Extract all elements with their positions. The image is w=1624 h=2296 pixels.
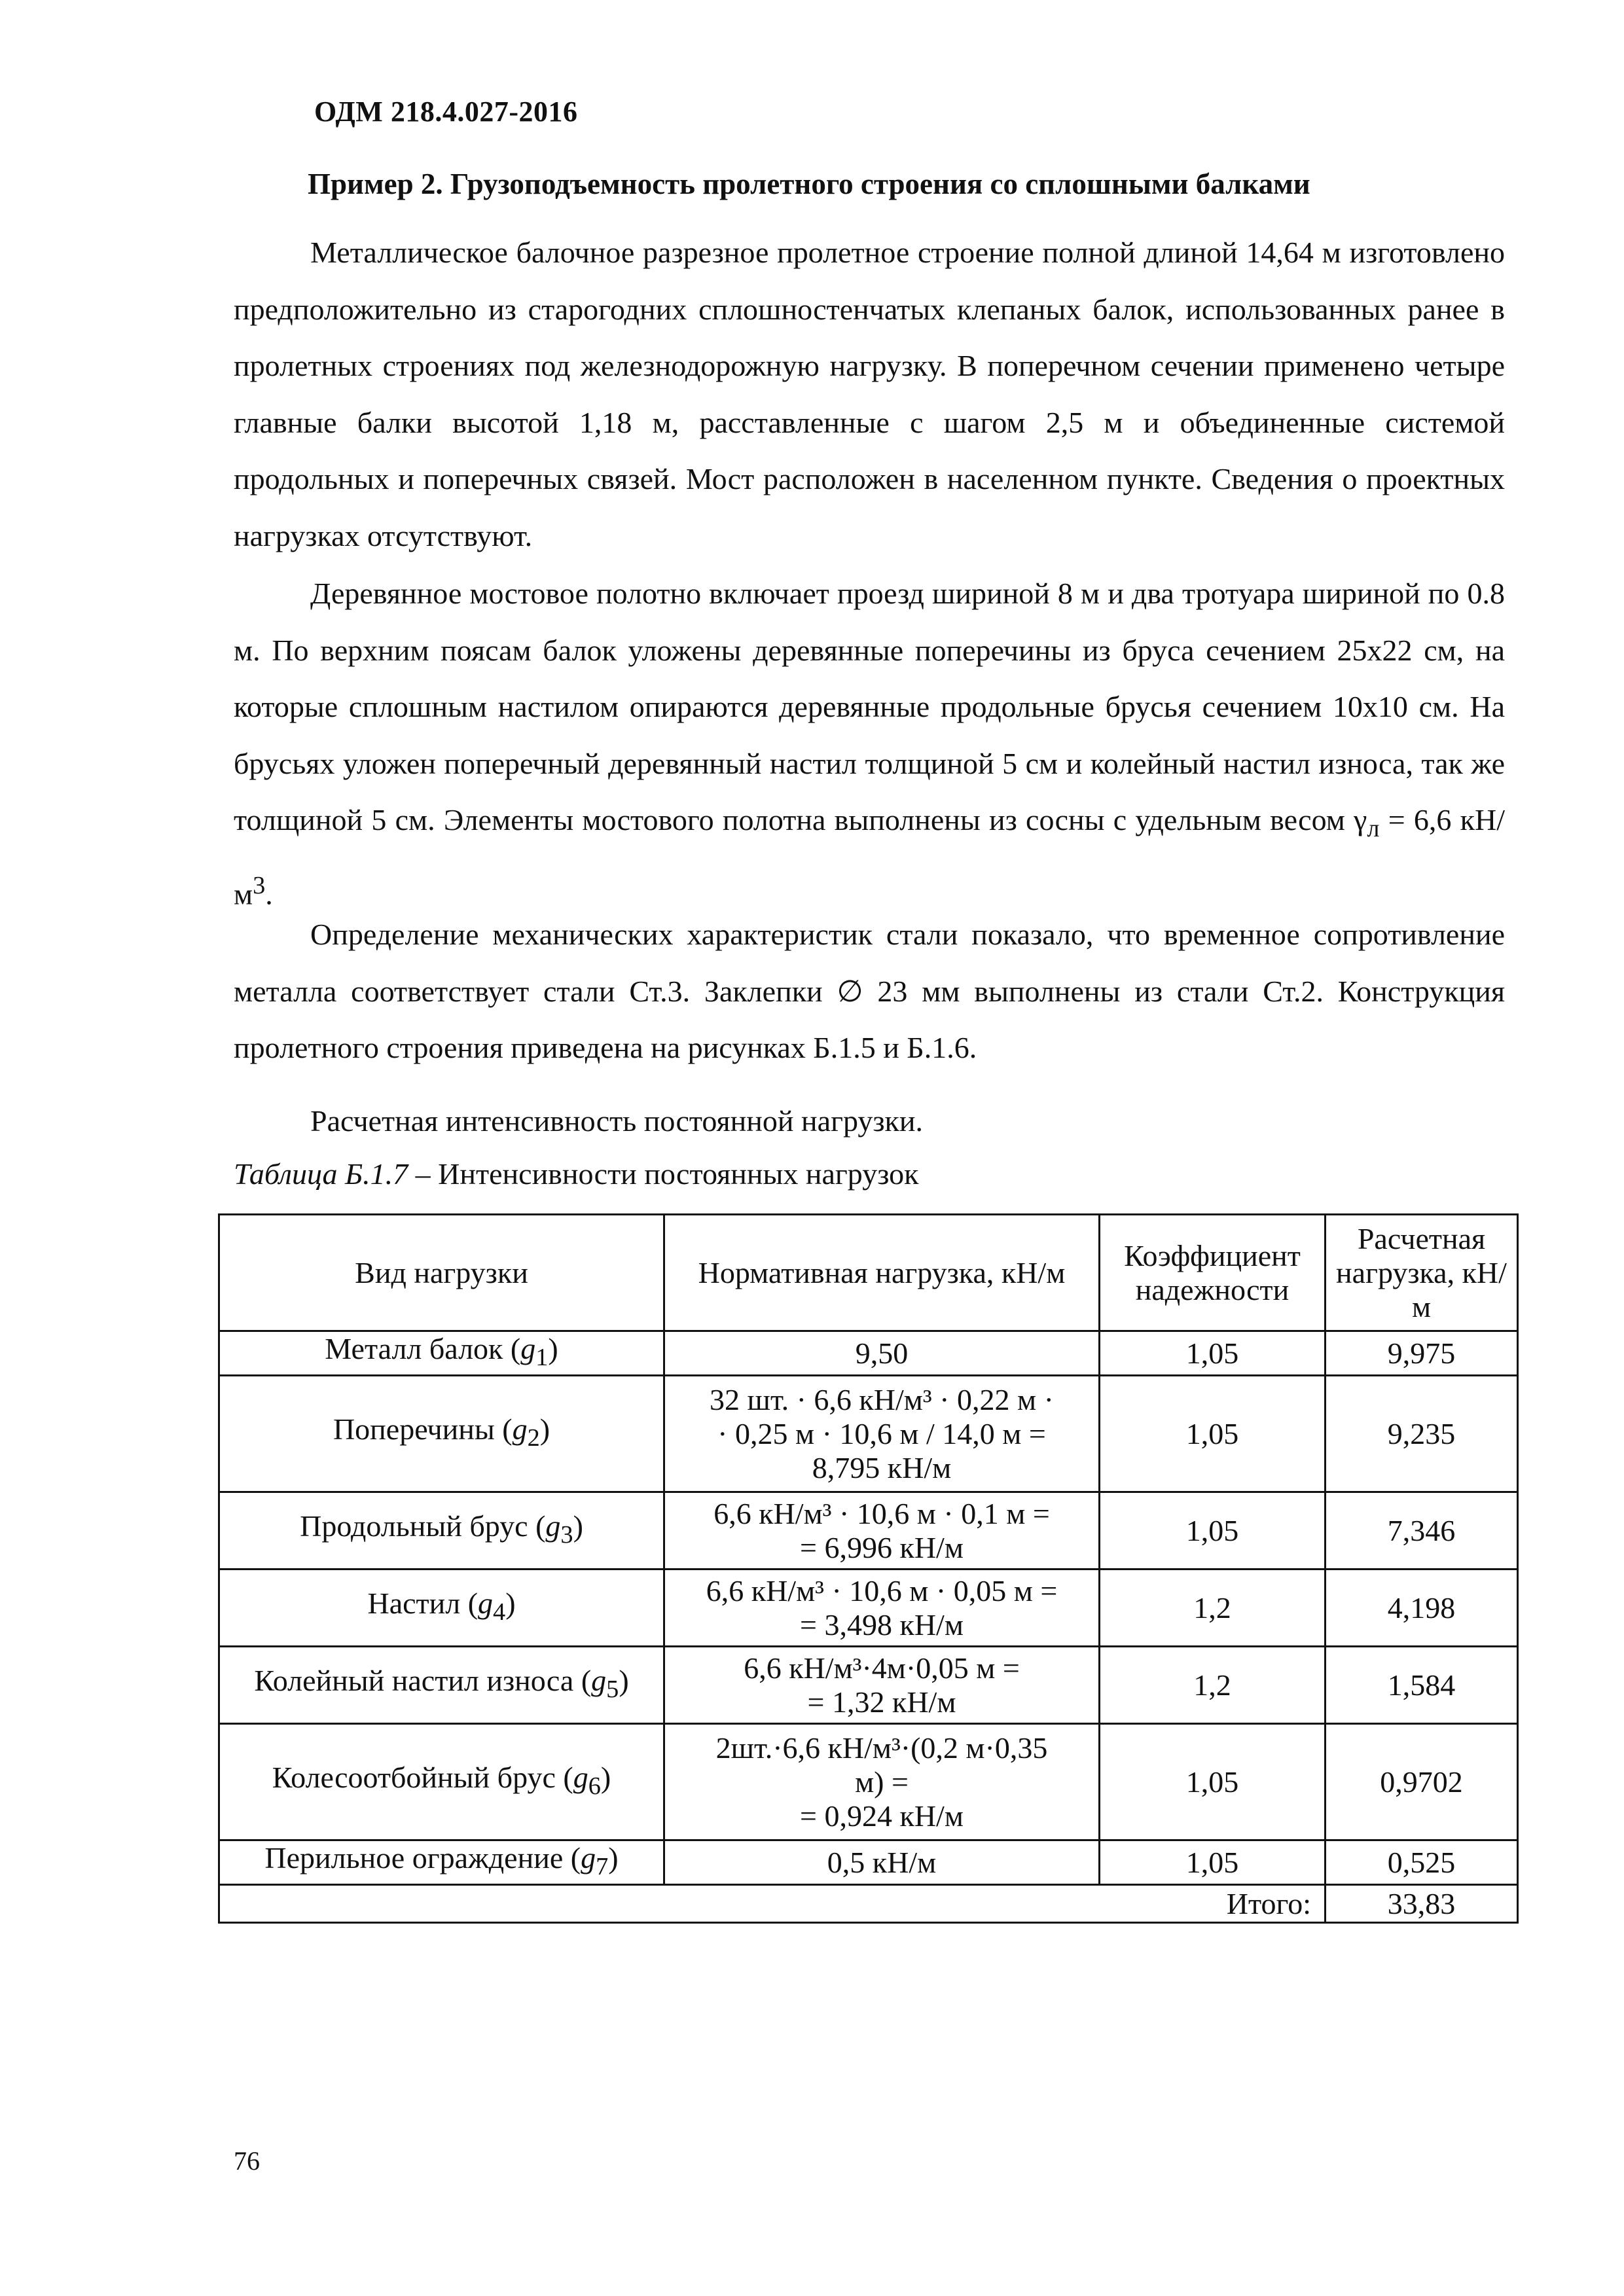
load-type-cell: Колесоотбойный брус $(g_6)$: [219, 1724, 664, 1840]
design-load-cell: 7,346: [1326, 1492, 1518, 1570]
document-code: ОДМ 218.4.027-2016: [314, 96, 578, 128]
table-row: [219, 1570, 1518, 1647]
paragraph-text: Металлическое балочное разрезное пролетное строение полной длиной 14,64 м изготовлено предположительно из старогодних сплошностенчатых клепаных балок, использованных ранее в пролетных строениях под железнодорожную нагрузку. В поперечном сечении применено четыре главные балки высотой 1,18 м, расставленные с шагом 2,5 м и объединенные системой продольных и поперечных связей. Мост расположен в населенном пункте. Сведения о проектных нагрузках отсутствуют.: [234, 236, 1505, 552]
paragraph-text: Расчетная интенсивность постоянной нагрузки.: [310, 1104, 923, 1138]
normative-load-line: 9,50: [855, 1336, 909, 1370]
normative-load-line: 0,5 кН/м: [827, 1845, 937, 1879]
normative-load-line: = 3,498 кН/м: [800, 1607, 964, 1641]
header-normative-load: Нормативная нагрузка, кН/м: [664, 1215, 1100, 1331]
normative-load-line: = 1,32 кН/м: [807, 1685, 956, 1719]
gamma-symbol: γ: [1354, 803, 1367, 836]
normative-load-line: = 6,996 кН/м: [800, 1530, 964, 1564]
normative-load-cell: [664, 1376, 1100, 1492]
loads-table: [218, 1213, 1519, 1924]
load-type-cell: Колейный настил износа $(g_5)$: [219, 1647, 664, 1724]
normative-load-line: 6,6 кН/м³·4м·0,05 м =: [744, 1651, 1020, 1685]
gamma-subscript: л: [1367, 815, 1380, 843]
header-reliability-coefficient: Коэффициент надежности: [1100, 1215, 1326, 1331]
design-load-cell: 9,235: [1326, 1376, 1518, 1492]
table-caption-text: – Интенсивности постоянных нагрузок: [408, 1157, 919, 1191]
normative-load-line: 32 шт. · 6,6 кН/м³ · 0,22 м ·: [710, 1382, 1054, 1416]
table-row: [219, 1492, 1518, 1570]
load-type-cell: Перильное ограждение $(g_7)$: [219, 1840, 664, 1885]
reliability-coefficient-cell: 1,05: [1100, 1376, 1326, 1492]
total-value: 33,83: [1326, 1885, 1518, 1923]
reliability-coefficient-cell: 1,05: [1100, 1492, 1326, 1570]
table-row: [219, 1724, 1518, 1840]
load-type-cell: Металл балок $(g_1)$: [219, 1331, 664, 1376]
table-row: [219, 1647, 1518, 1724]
table-caption-label: Таблица Б.1.7: [234, 1157, 408, 1191]
table-row: [219, 1840, 1518, 1885]
table-row: [219, 1331, 1518, 1376]
paragraph-text: Определение механических характеристик стали показало, что временное сопротивление металла соответствует стали Ст.3. Заклепки ∅ 23 мм выполнены из стали Ст.2. Конструкция пролетного строения приведена на рисунках Б.1.5 и Б.1.6.: [234, 918, 1505, 1064]
reliability-coefficient-cell: 1,2: [1100, 1647, 1326, 1724]
normative-load-cell: [664, 1647, 1100, 1724]
section-title: Пример 2. Грузоподъемность пролетного строения со сплошными балками: [308, 168, 1310, 200]
load-type-cell: Продольный брус $(g_3)$: [219, 1492, 664, 1570]
load-type-cell: Поперечины $(g_2)$: [219, 1376, 664, 1492]
normative-load-line: 6,6 кН/м³ · 10,6 м · 0,1 м =: [713, 1496, 1050, 1530]
normative-load-cell: [664, 1492, 1100, 1570]
table-caption: [234, 1157, 918, 1191]
paragraph-deck-description: [234, 565, 1505, 923]
reliability-coefficient-cell: 1,05: [1100, 1331, 1326, 1376]
normative-load-line: 2шт.·6,6 кН/м³·(0,2 м·0,35: [715, 1731, 1048, 1765]
design-load-cell: 9,975: [1326, 1331, 1518, 1376]
normative-load-line: · 0,25 м · 10,6 м / 14,0 м =: [717, 1416, 1046, 1450]
reliability-coefficient-cell: 1,05: [1100, 1724, 1326, 1840]
normative-load-cell: [664, 1724, 1100, 1840]
design-load-cell: 1,584: [1326, 1647, 1518, 1724]
paragraph-load-intro: [234, 1093, 1505, 1150]
paragraph-steel-properties: [234, 906, 1505, 1077]
table-row: [219, 1376, 1518, 1492]
paragraph-end: .: [265, 877, 273, 911]
normative-load-cell: [664, 1331, 1100, 1376]
page-number: 76: [234, 2146, 260, 2176]
total-empty-cell: [664, 1885, 1100, 1923]
reliability-coefficient-cell: 1,05: [1100, 1840, 1326, 1885]
total-label: Итого:: [1100, 1885, 1326, 1923]
paragraph-span-description: [234, 224, 1505, 564]
normative-load-line: 6,6 кН/м³ · 10,6 м · 0,05 м =: [706, 1573, 1058, 1607]
normative-load-cell: [664, 1570, 1100, 1647]
header-design-load: Расчетная нагрузка, кН/м: [1326, 1215, 1518, 1331]
table-total-row: [219, 1885, 1518, 1923]
normative-load-line: м) =: [855, 1765, 909, 1799]
header-load-type: Вид нагрузки: [219, 1215, 664, 1331]
normative-load-line: = 0,924 кН/м: [800, 1799, 964, 1833]
reliability-coefficient-cell: 1,2: [1100, 1570, 1326, 1647]
normative-load-line: 8,795 кН/м: [812, 1450, 952, 1484]
design-load-cell: 0,9702: [1326, 1724, 1518, 1840]
density-exponent: 3: [253, 871, 266, 899]
density-value: = 6,6 кН/м: [234, 803, 1505, 911]
design-load-cell: 4,198: [1326, 1570, 1518, 1647]
paragraph-text: Деревянное мостовое полотно включает проезд шириной 8 м и два тротуара шириной по 0.8 м. По верхним поясам балок уложены деревянные поперечины из бруса сечением 25x22 см, на которые сплошным настилом опираются деревянные продольные брусья сечением 10x10 см. На брусьях уложен поперечный деревянный настил толщиной 5 см и колейный настил износа, так же толщиной 5 см. Элементы мостового полотна выполнены из сосны с удельным весом: [234, 577, 1505, 836]
total-empty-cell: [219, 1885, 664, 1923]
load-type-cell: Настил $(g_4)$: [219, 1570, 664, 1647]
table-header-row: [219, 1215, 1518, 1331]
design-load-cell: 0,525: [1326, 1840, 1518, 1885]
normative-load-cell: [664, 1840, 1100, 1885]
